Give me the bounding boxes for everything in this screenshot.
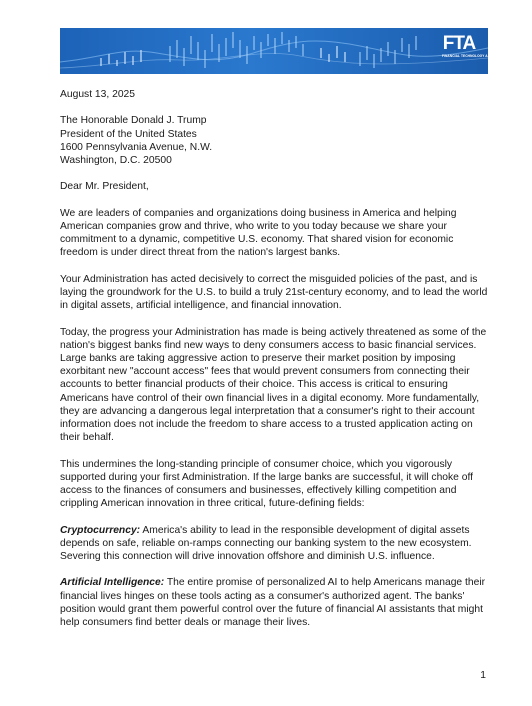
recipient-line: Washington, D.C. 20500 (60, 155, 172, 166)
field-lead: Artificial Intelligence: (60, 577, 165, 589)
field-paragraph-ai (60, 576, 492, 629)
field-text: America's ability to lead in the responsible development of digital assets depends on safe, reliable on-ramps connecting our banking system to the new ecosystem. Severing this connection will drive innovation offshore and diminish U.S. influence. (60, 524, 472, 562)
field-text: The entire promise of personalized AI to help Americans manage their financial lives hinges on these tools acting as a consumer's authorized agent. The banks' position would grant them powerful control over the future of financial AI assistants that might help consumers find better deals or manage their lives. (60, 577, 486, 628)
fta-logo (442, 33, 509, 58)
body-paragraph: We are leaders of companies and organizations doing business in America and helping American companies grow and thrive, who write to you today because we share your commitment to a dynamic, competitive U.S. economy. That shared vision for economic freedom is under direct threat from the nation's largest banks. (60, 207, 457, 259)
recipient-line: The Honorable Donald J. Trump (60, 115, 207, 127)
stock-chart-pattern-icon (60, 28, 509, 74)
body-paragraph: This undermines the long-standing principle of consumer choice, which you vigorously supported during your first Administration. If the large banks are successful, it will choke off access to the finances of consumers and businesses, effectively killing competition and crippling American innovation in three critical, future-defining fields: (60, 458, 474, 510)
letter-body (60, 88, 492, 642)
body-paragraph: Your Administration has acted decisively to correct the misguided policies of the past, and is laying the groundwork for the U.S. to build a truly 21st-century economy, and to lead the world in digital assets, artificial intelligence, and financial innovation. (60, 273, 488, 312)
salutation: Dear Mr. President, (60, 181, 149, 193)
recipient-line: President of the United States (60, 128, 197, 140)
logo-mark: FTA (442, 33, 476, 54)
logo-subtext: FINANCIAL TECHNOLOGY ASSOCIATION (442, 54, 509, 58)
header-banner (60, 28, 509, 74)
page-number: 1 (480, 670, 486, 681)
letter-date: August 13, 2025 (60, 89, 135, 100)
body-paragraph: Today, the progress your Administration has made is being actively threatened as some of the nation's biggest banks find new ways to deny consumers access to basic financial services. Large banks are taking aggressive action to preserve their market position by imposing exorbitant new "account access" fees that would prevent consumers from connecting their accounts to better financial products of their choice. This access is critical to ensuring Americans have control of their own financial lives in a digital economy. More fundamentally, they are advancing a dangerous legal interpretation that a consumer's right to their account information does not include the freedom to share access to a trusted application acting on their behalf. (60, 326, 487, 444)
recipient-address (60, 114, 492, 167)
recipient-line: 1600 Pennsylvania Avenue, N.W. (60, 141, 213, 153)
field-lead: Cryptocurrency: (60, 524, 141, 536)
field-paragraph-cryptocurrency (60, 524, 492, 564)
